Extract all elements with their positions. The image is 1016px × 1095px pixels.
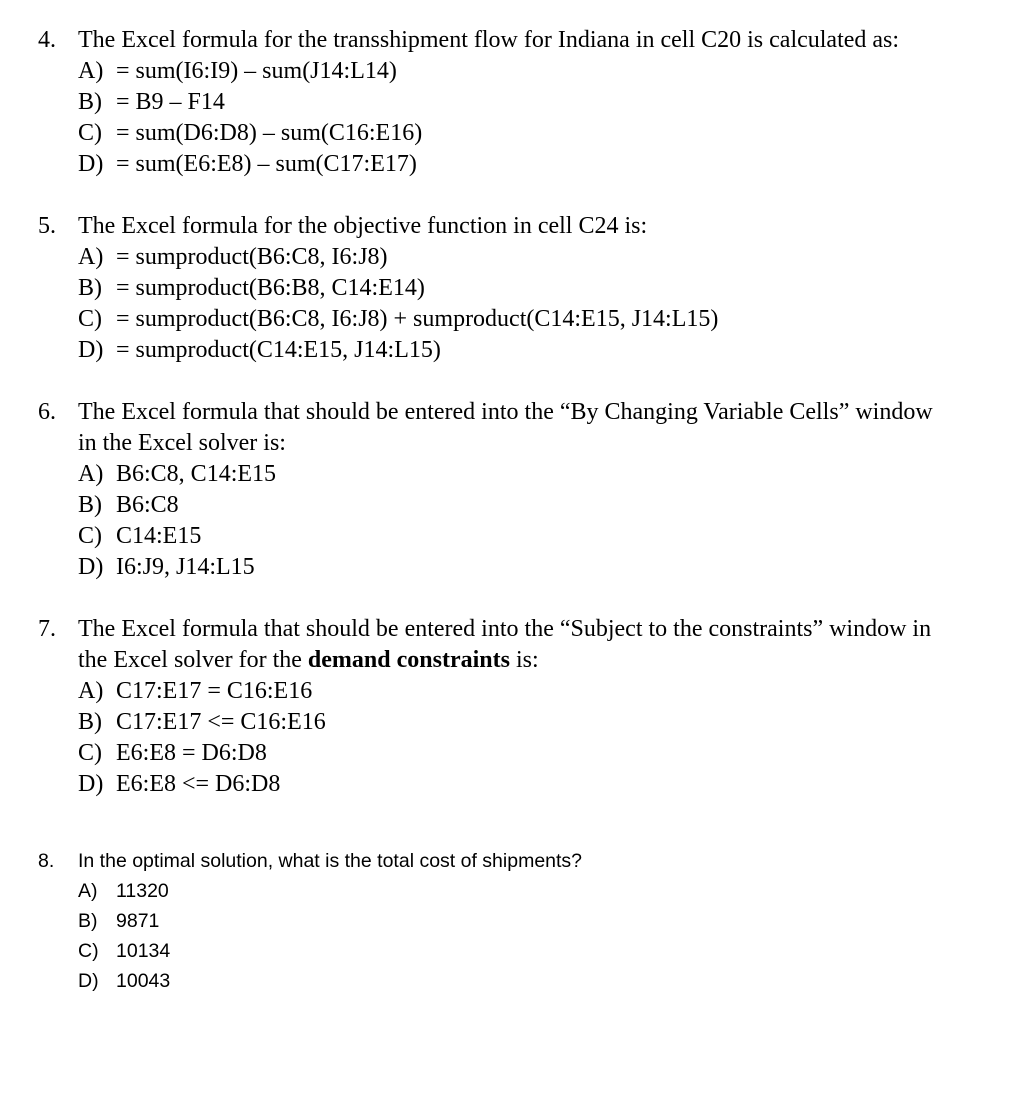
option-text: 10134 [116, 940, 171, 962]
option-b [38, 707, 998, 738]
option-text: = sumproduct(B6:C8, I6:J8) + sumproduct(C14:E15, J14:L15) [116, 306, 719, 332]
option-letter: D) [78, 151, 104, 177]
option-letter: B) [78, 709, 102, 735]
question-8 [38, 846, 998, 996]
question-text-continued: in the Excel solver is: [78, 430, 286, 456]
option-letter: C) [78, 740, 102, 766]
option-letter: C) [78, 940, 99, 962]
option-letter: D) [78, 554, 104, 580]
option-text: I6:J9, J14:L15 [116, 554, 255, 580]
option-text: = B9 – F14 [116, 89, 225, 115]
question-5 [38, 211, 998, 366]
question-text-continued: the Excel solver for the demand constraints is: [78, 647, 539, 673]
option-letter: C) [78, 306, 102, 332]
option-letter: D) [78, 337, 104, 363]
option-letter: B) [78, 910, 98, 932]
option-text: = sum(E6:E8) – sum(C17:E17) [116, 151, 417, 177]
option-text: B6:C8 [116, 492, 179, 518]
option-d [38, 335, 998, 366]
question-text: The Excel formula for the transshipment flow for Indiana in cell C20 is calculated as: [78, 27, 900, 53]
option-b [38, 490, 998, 521]
question-number: 8. [38, 850, 55, 872]
emphasis-demand-constraints: demand constraints [307, 647, 510, 673]
option-b [38, 87, 998, 118]
option-letter: A) [78, 244, 104, 270]
option-letter: A) [78, 678, 104, 704]
option-text: B6:C8, C14:E15 [116, 461, 277, 487]
option-letter: C) [78, 120, 102, 146]
option-text: = sum(D6:D8) – sum(C16:E16) [116, 120, 423, 146]
option-c [38, 521, 998, 552]
option-text: 10043 [116, 970, 171, 992]
question-6 [38, 397, 998, 583]
question-7 [38, 614, 998, 800]
option-b [38, 906, 998, 936]
option-c [38, 738, 998, 769]
option-d [38, 552, 998, 583]
option-text: E6:E8 = D6:D8 [116, 740, 267, 766]
question-number: 6. [38, 399, 56, 425]
option-b [38, 273, 998, 304]
question-number: 5. [38, 213, 56, 239]
option-letter: B) [78, 275, 102, 301]
option-text: C17:E17 <= C16:E16 [116, 709, 326, 735]
option-letter: D) [78, 771, 104, 797]
option-text: C14:E15 [116, 523, 202, 549]
option-text: E6:E8 <= D6:D8 [116, 771, 281, 797]
option-text: = sumproduct(B6:B8, C14:E14) [116, 275, 425, 301]
option-letter: A) [78, 58, 104, 84]
question-text: The Excel formula that should be entered into the “By Changing Variable Cells” window [78, 399, 933, 425]
option-text: C17:E17 = C16:E16 [116, 678, 313, 704]
option-text: = sum(I6:I9) – sum(J14:L14) [116, 58, 397, 84]
option-a [38, 876, 998, 906]
option-letter: B) [78, 89, 102, 115]
question-text: The Excel formula for the objective function in cell C24 is: [78, 213, 648, 239]
question-text: In the optimal solution, what is the total cost of shipments? [78, 850, 583, 872]
option-d [38, 966, 998, 996]
option-a [38, 459, 998, 490]
option-letter: A) [78, 880, 98, 902]
option-a [38, 242, 998, 273]
option-letter: B) [78, 492, 102, 518]
option-letter: A) [78, 461, 104, 487]
option-d [38, 769, 998, 800]
option-text: 11320 [116, 880, 169, 902]
option-letter: D) [78, 970, 99, 992]
option-text: 9871 [116, 910, 160, 932]
option-d [38, 149, 998, 180]
option-text: = sumproduct(C14:E15, J14:L15) [116, 337, 441, 363]
question-number: 4. [38, 27, 56, 53]
option-c [38, 118, 998, 149]
option-c [38, 936, 998, 966]
option-text: = sumproduct(B6:C8, I6:J8) [116, 244, 388, 270]
option-a [38, 56, 998, 87]
option-c [38, 304, 998, 335]
option-letter: C) [78, 523, 102, 549]
option-a [38, 676, 998, 707]
question-4 [38, 25, 998, 180]
question-text: The Excel formula that should be entered into the “Subject to the constraints” window in [78, 616, 932, 642]
question-number: 7. [38, 616, 56, 642]
